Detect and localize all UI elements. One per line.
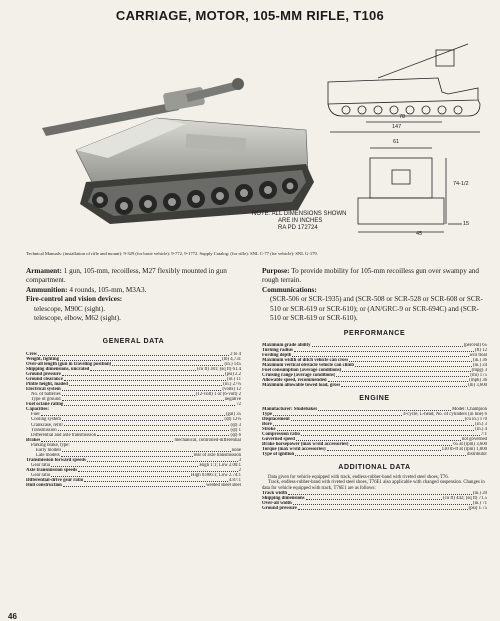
row-label: Gear ratio [31, 462, 51, 468]
row-label: Torque (max w/std accessories) [262, 447, 326, 453]
row-label: Ground clearance [26, 377, 63, 383]
row-value: mechanical, controlled-differential [174, 437, 241, 443]
row-label: Type of ignition [262, 452, 295, 458]
row-value: (qt) 12¼ [224, 417, 241, 423]
row-label: Stroke [262, 426, 276, 432]
row-value: (volts) 12 [222, 387, 241, 393]
row-label: Bore [262, 421, 272, 427]
engine-table [262, 407, 487, 457]
dot-leader [350, 442, 453, 446]
row-label: Displacement [262, 416, 290, 422]
row-value: (qt) 3 [230, 422, 241, 428]
row-value: (in.) 27¼ [223, 382, 241, 388]
armament-text: 1 gun, 105-mm, recoilless, M27 flexibly mounted in gun compartment. [26, 267, 227, 285]
row-label: Transmission [31, 427, 57, 433]
general-data-table [26, 352, 241, 488]
row-label: Fuel [31, 412, 40, 418]
dot-leader [355, 363, 472, 367]
additional-data-table [262, 491, 487, 511]
ammunition-label: Ammunition: [26, 285, 68, 294]
dot-leader [294, 348, 474, 352]
vehicle-photo [36, 32, 316, 232]
dot-leader [64, 423, 230, 427]
row-label: Differential and axle transmission [31, 432, 97, 438]
row-value: (12-volt) 1 or (6-volt) 2 [195, 392, 241, 398]
dot-leader [312, 343, 463, 347]
table-row [262, 506, 487, 511]
row-label: Early models [36, 447, 62, 453]
dot-leader [62, 397, 224, 401]
dot-leader [112, 362, 223, 366]
row-value: negative [224, 397, 241, 403]
dot-leader [84, 478, 228, 482]
row-label: Maximum width of ditch vehicle can cross [262, 357, 349, 363]
row-label: Gear ratio [31, 472, 51, 478]
engine-heading: ENGINE [359, 395, 390, 403]
fire-control-item: telescope, M90C (sight). [34, 304, 106, 313]
dot-leader [51, 463, 198, 467]
table-row [262, 383, 487, 388]
row-label: Pintle height, loaded [26, 382, 68, 388]
additional-data-heading: ADDITIONAL DATA [338, 464, 411, 472]
dot-leader [41, 438, 173, 442]
row-value: (psi) 2.2 [225, 372, 241, 378]
row-label: Maximum allowable towed load, gross [262, 383, 341, 389]
page-number: 46 [8, 612, 17, 621]
row-value: (gal) 35 [225, 412, 241, 418]
row-label: Track width [262, 491, 288, 497]
dot-leader [273, 412, 402, 416]
row-value: 2 [238, 467, 241, 473]
dot-leader [62, 387, 222, 391]
row-label: Transmission forward speeds [26, 457, 86, 463]
dot-leader [51, 473, 190, 477]
dot-leader [62, 417, 223, 421]
row-label: Cooling system [31, 417, 61, 423]
row-value: rear of axle transmission [193, 452, 241, 458]
dimension-74-half: 74-1/2 [453, 181, 469, 187]
row-label: Crew [26, 351, 38, 357]
row-value: (in.) 3 [475, 421, 487, 427]
row-value: (lb) 3,600 [468, 383, 487, 389]
row-label: Cruising range (average conditions) [262, 373, 336, 379]
row-value: (mi) 175 [470, 373, 487, 379]
dot-leader [327, 447, 441, 451]
right-column [262, 267, 487, 512]
row-label: Electrical system [26, 387, 61, 393]
row-value: (qt) 6 [230, 432, 241, 438]
row-value: (cu ft) 381; (sq ft) 61.4 [197, 366, 241, 372]
row-value: 4-cycle, L-head; No. of cylinders (in line) 6 [403, 411, 487, 417]
dot-leader [277, 427, 475, 431]
row-label: Shipping dimensions [262, 496, 305, 502]
row-label: Axle transmission speeds [26, 467, 78, 473]
communications-text: (SCR-506 or SCR-1935) and (SCR-508 or SCR-528 or SCR-608 or SCR-510 or SCR-619 or SCR-610); or (AN/GRC-9 or SCR-694C) and (SCR-510 or SCR-619 or SCR-610). [270, 295, 483, 323]
row-label: Differential-drive gear ratio [26, 478, 84, 484]
row-value: 4.87:1 [228, 478, 241, 484]
additional-para-1: Data given for vehicle equipped with track, endless-rubber-band with riveted steel shoes, T76. [268, 474, 449, 480]
row-label: Weight, fighting [26, 356, 60, 362]
dot-leader [336, 373, 469, 377]
row-value: 65 at (rpm) 3,600 [453, 442, 487, 447]
row-label: Allowable speed, recommended [262, 378, 327, 384]
row-label: Brake horsepower (max w/std accessories) [262, 442, 349, 447]
table-row [262, 452, 487, 457]
dot-leader [90, 367, 196, 371]
row-value: 72 [236, 402, 241, 408]
row-value: (in.) 145 [224, 361, 241, 367]
row-value: 2 to 4 [230, 351, 241, 357]
note-line-2: ARE IN INCHES [278, 218, 323, 224]
note-line-1: NOTE: ALL DIMENSIONS SHOWN [252, 211, 347, 217]
row-label: Type [262, 411, 273, 417]
row-value: (in.) 4 [475, 426, 487, 432]
row-value: not governed [461, 436, 487, 442]
row-value: (in.) 71 [472, 501, 487, 507]
dot-leader [64, 377, 226, 381]
row-label: Governed speed [262, 436, 295, 442]
row-label: Late models [36, 452, 60, 458]
row-value: High 1:1; Low 2.00:1 [199, 462, 241, 468]
row-value: Model: Champion [451, 406, 487, 412]
row-value: (in.) 24 [472, 363, 487, 369]
left-column [26, 267, 241, 488]
dot-leader [291, 417, 464, 421]
dimension-drawing [318, 30, 494, 240]
fire-control-label: Fire-control and vision devices: [26, 295, 123, 304]
performance-table [262, 343, 487, 388]
row-label: Manufacturer: Studebaker [262, 406, 318, 412]
dot-leader [61, 453, 193, 457]
row-value: (ft) 12 [474, 347, 487, 353]
row-label: Fuel octane rating [26, 402, 64, 408]
row-value: (mpg) 3 [471, 368, 487, 374]
page-title: CARRIAGE, MOTOR, 105-MM RIFLE, T106 [115, 8, 385, 23]
row-label: No. of batteries [31, 392, 61, 398]
row-value: High 0.866:1; Low 2.74:1 [191, 472, 241, 478]
row-label: Shipping dimensions, uncrated [26, 366, 90, 372]
dot-leader [63, 483, 205, 487]
dot-leader [328, 378, 469, 382]
row-value: 7:1 [480, 431, 487, 437]
row-value: (lb) 4,731 [222, 356, 241, 362]
dot-leader [301, 432, 480, 436]
row-value: (psi) 1.75 [468, 506, 487, 512]
dimension-78: 78 [399, 114, 406, 120]
row-value: (cu ft) 442; (sq ft) 71.5 [443, 496, 487, 502]
dot-leader [292, 353, 468, 357]
row-value: (in.) 11 [227, 377, 241, 383]
row-value: (qt) 1 [230, 427, 241, 433]
row-label: Over-all length (gun in traveling position) [26, 361, 112, 367]
dot-leader [62, 392, 195, 396]
armament-label: Armament: [26, 267, 62, 275]
dot-leader [87, 458, 238, 462]
row-label: Hull construction [26, 483, 62, 489]
dot-leader [60, 357, 221, 361]
row-label: Over-all width [262, 501, 292, 507]
dot-leader [41, 412, 225, 416]
row-value: welded sheet steel [206, 483, 241, 489]
row-label: Parking brake, type: [31, 442, 70, 448]
row-label: Maximum vertical obstacle vehicle can climb [262, 363, 355, 369]
purpose-text: To provide mobility for 105-mm recoilless gun over swampy and rough terrain. [262, 267, 479, 285]
table-row [26, 483, 241, 488]
row-value: (mph) 36 [469, 378, 487, 384]
additional-para-2: Track, endless-rubber-band with riveted steel shoes, T76E1 also applicable with changed suspension. Changes in data for vehicle equipped with track, T76E1 are as follows: [262, 480, 485, 491]
dot-leader [78, 468, 237, 472]
row-label: Maximum grade ability [262, 342, 311, 348]
dot-leader [341, 383, 467, 387]
fire-control-item: telescope, elbow, M62 (sight). [34, 314, 121, 323]
row-label: Turning radius [262, 347, 293, 353]
dimension-45: 45 [416, 231, 423, 237]
dot-leader [288, 491, 472, 495]
communications-label: Communications: [262, 285, 317, 294]
row-value: (percent) 65 [463, 342, 487, 348]
dot-leader [62, 448, 230, 452]
dimension-61: 61 [393, 139, 400, 145]
row-value: (in.) 20 [472, 491, 487, 497]
dot-leader [318, 407, 450, 411]
row-label: Brakes [26, 437, 41, 443]
dot-leader [38, 352, 229, 356]
purpose-label: Purpose: [262, 267, 290, 275]
note-reference: RA PD 172724 [278, 225, 318, 231]
row-value: none [231, 447, 241, 453]
row-label: Ground pressure [26, 372, 61, 378]
dot-leader [69, 382, 222, 386]
dot-leader [62, 372, 224, 376]
general-data-heading: GENERAL DATA [102, 338, 165, 346]
dot-leader [97, 433, 229, 437]
row-label: Crankcase, refill [31, 422, 63, 428]
row-label: Type of ground [31, 397, 61, 403]
dot-leader [306, 496, 443, 500]
row-label: Ground pressure [262, 506, 297, 512]
row-value: will float [469, 352, 487, 358]
dot-leader [349, 358, 472, 362]
dot-leader [273, 422, 474, 426]
row-value: (in.) 36 [472, 357, 487, 363]
dot-leader [298, 506, 468, 510]
row-value: distributor [467, 452, 487, 458]
dot-leader [58, 428, 230, 432]
dimension-147: 147 [392, 124, 402, 130]
row-value: 3 [238, 457, 241, 463]
row-label: Fording depth [262, 352, 292, 358]
row-value: 130 lb-ft at (rpm) 1,800 [441, 447, 487, 453]
ammunition-text: 4 rounds, 105-mm, M3A3. [69, 285, 147, 294]
performance-heading: PERFORMANCE [343, 330, 406, 338]
dimension-note [252, 211, 372, 232]
dot-leader [64, 402, 235, 406]
row-label: Compression ratio [262, 431, 300, 437]
technical-manuals-line: Technical Manuals: (installation of rifle and mount): 9-329 (for basic vehicle): 9-772, 9-1772. Supply Catalog: (for rifle): SNL C-77 (for vehicle): SNL G-179. [26, 251, 318, 256]
dot-leader [296, 437, 461, 441]
row-label: Capacities: [26, 407, 49, 413]
dot-leader [295, 452, 466, 456]
row-value: (cu in.) 170 [464, 416, 487, 422]
dot-leader [293, 501, 472, 505]
row-label: Fuel consumption (average conditions) [262, 368, 342, 374]
dot-leader [342, 368, 470, 372]
dimension-15: 15 [463, 221, 470, 227]
